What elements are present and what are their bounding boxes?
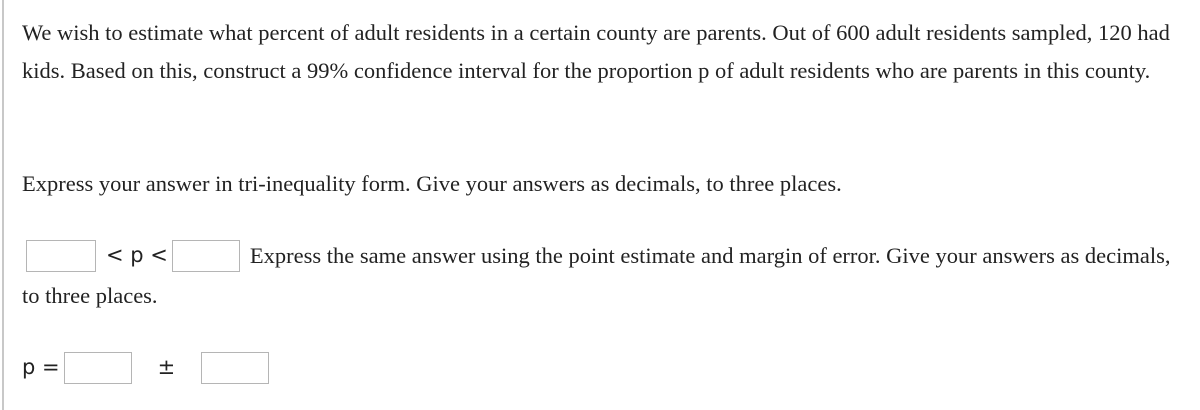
p-equals-label: p = <box>22 354 60 379</box>
tri-inequality-instruction: Express your answer in tri-inequality form. Give your answers as decimals, to three places. <box>22 171 842 196</box>
point-estimate-row <box>22 349 1188 389</box>
plus-minus-symbol: ± <box>157 354 176 379</box>
lower-bound-input[interactable] <box>26 240 96 272</box>
point-estimate-instruction: Express the same answer using the point estimate and margin of error. Give your answers as decimals, to three places. <box>22 243 1171 308</box>
upper-bound-input[interactable] <box>172 240 240 272</box>
tri-inequality-row <box>22 237 1188 315</box>
question-text: We wish to estimate what percent of adult residents in a certain county are parents. Out of 600 adult residents sampled, 120 had kids. Based on this, construct a 99% confidence interval for the proportion p of adult residents who are parents in this county. <box>22 20 1170 83</box>
tri-inequality-symbol: < p < <box>106 242 168 267</box>
margin-of-error-input[interactable] <box>201 352 269 384</box>
question-panel <box>2 0 1198 410</box>
point-estimate-input[interactable] <box>64 352 132 384</box>
